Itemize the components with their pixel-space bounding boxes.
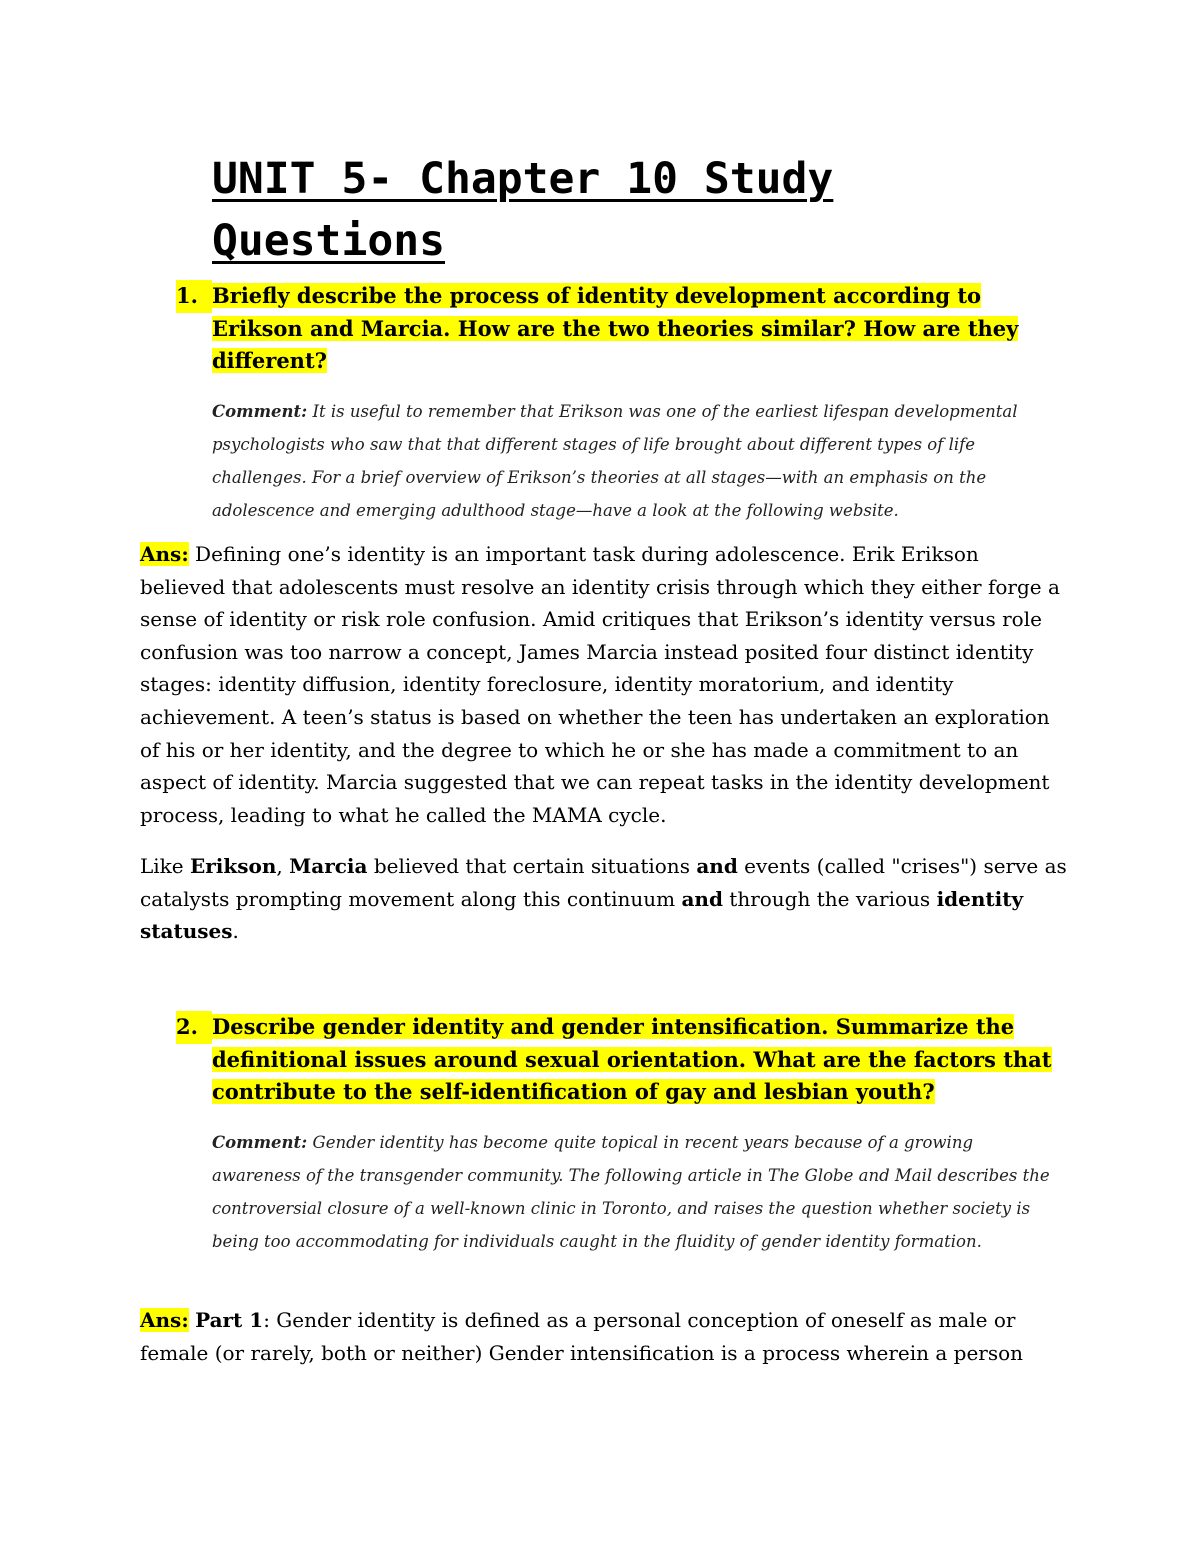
para2-text-6: . [232,919,239,944]
para2-text-2: , [276,854,290,878]
question-1-comment [212,395,1062,527]
answer-2-text: : Gender identity is defined as a personal conception of oneself as male or female (or rarely, both or neither) Gender intensification is a process wherein a person [140,1308,1024,1365]
answer-1-text: Defining one’s identity is an important task during adolescence. Erik Erikson believed that adolescents must resolve an identity crisis through which they either forge a sense of identity or risk role confusion. Amid critiques that Erikson’s identity versus role confusion was too narrow a concept, James Marcia instead posited four distinct identity stages: identity diffusion, identity foreclosure, identity moratorium, and identity achievement. A teen’s status is based on whether the teen has undertaken an exploration of his or her identity, and the degree to which he or she has made a commitment to an aspect of identity. Marcia suggested that we can repeat tasks in the identity development process, leading to what he called the MAMA cycle. [140,542,1060,827]
page-title: UNIT 5- Chapter 10 Study Questions [212,154,834,266]
para2-text-1: Like [140,854,190,878]
answer-2-label: Ans: [140,1308,189,1332]
para2-bold-erikson: Erikson [190,854,277,878]
question-2-comment [212,1126,1062,1258]
answer-1-paragraph-2 [140,850,1070,948]
answer-1-label: Ans: [140,542,189,566]
question-1 [176,280,1056,378]
answer-2-part-label: Part 1 [195,1308,264,1332]
question-2-text: Describe gender identity and gender intensification. Summarize the definitional issues around sexual orientation. What are the factors that contribute to the self-identification of gay and lesbian youth? [212,1014,1052,1104]
para2-text-3: believed that certain situations [367,854,697,878]
para2-bold-marcia: Marcia [289,854,368,878]
question-2-number: 2. [176,1011,212,1044]
para2-bold-and-2: and [681,886,723,911]
question-1-text: Briefly describe the process of identity development according to Erikson and Marcia. How are the two theories similar? How are they different? [212,283,1019,373]
para2-text-4: events (called "crises") serve as catalysts prompting movement along this continuum [140,854,1067,911]
question-2 [176,1011,1056,1109]
question-1-number: 1. [176,280,212,313]
answer-1 [140,538,1070,831]
comment-2-text: Gender identity has become quite topical in recent years because of a growing awareness of the transgender community. The following article in The Globe and Mail describes the controversial closure of a well-known clinic in Toronto, and raises the question whether society is being too accommodating for individuals caught in the fluidity of gender identity formation. [212,1133,1050,1251]
para2-bold-identity-statuses: identity statuses [140,886,1024,944]
comment-2-label: Comment: [212,1133,308,1152]
comment-1-label: Comment: [212,402,308,421]
para2-text-5: through the various [722,886,937,911]
comment-1-text: It is useful to remember that Erikson was one of the earliest lifespan developmental psychologists who saw that that different stages of life brought about different types of life challenges. For a brief overview of Erikson’s theories at all stages—with an emphasis on the adolescence and emerging adulthood stage—have a look at the following website. [212,402,1018,520]
answer-2 [140,1304,1070,1369]
para2-bold-and-1: and [696,854,738,878]
